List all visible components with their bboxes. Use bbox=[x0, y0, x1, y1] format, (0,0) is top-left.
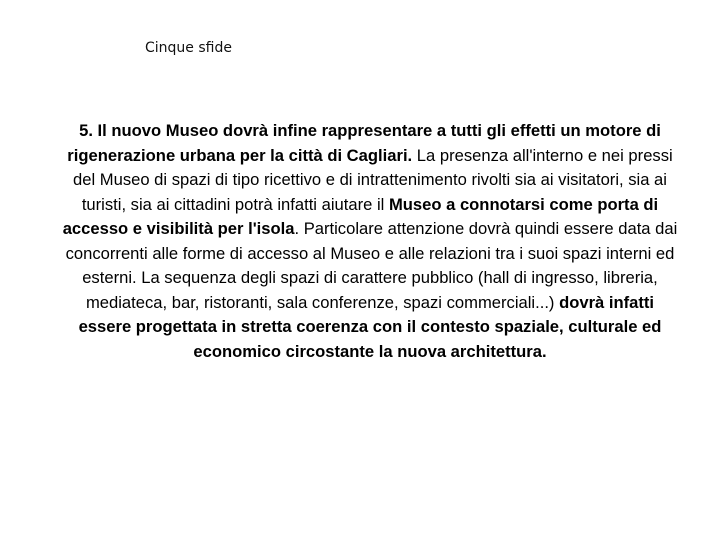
paragraph-bold-segment: 5. Il nuovo Museo dovrà infine rappresentare a tutti gli effetti un motore di rigenerazione urbana per la città di Cagliari. bbox=[67, 121, 661, 165]
body-paragraph bbox=[58, 119, 682, 364]
slide-title: Cinque sfide bbox=[145, 40, 232, 56]
paragraph-regular-segment: . Particolare attenzione dovrà quindi essere data dai concorrenti alle forme di accesso al Museo e alle relazioni tra i suoi spazi interni ed esterni. La sequenza degli spazi di carattere pubblico (hall di ingresso, libreria, mediateca, bar, ristoranti, sala conferenze, spazi commerciali...) bbox=[65, 219, 678, 312]
paragraph-regular-segment: La presenza all'interno e nei pressi del Museo di spazi di tipo ricettivo e di intrattenimento rivolti sia ai visitatori, sia ai turisti, sia ai cittadini potrà infatti aiutare il bbox=[73, 145, 673, 214]
paragraph-bold-segment: dovrà infatti essere progettata in stretta coerenza con il contesto spaziale, culturale ed economico circostante la nuova architettura. bbox=[78, 292, 662, 361]
paragraph-bold-segment: Museo a connotarsi come porta di accesso e visibilità per l'isola bbox=[62, 194, 659, 238]
